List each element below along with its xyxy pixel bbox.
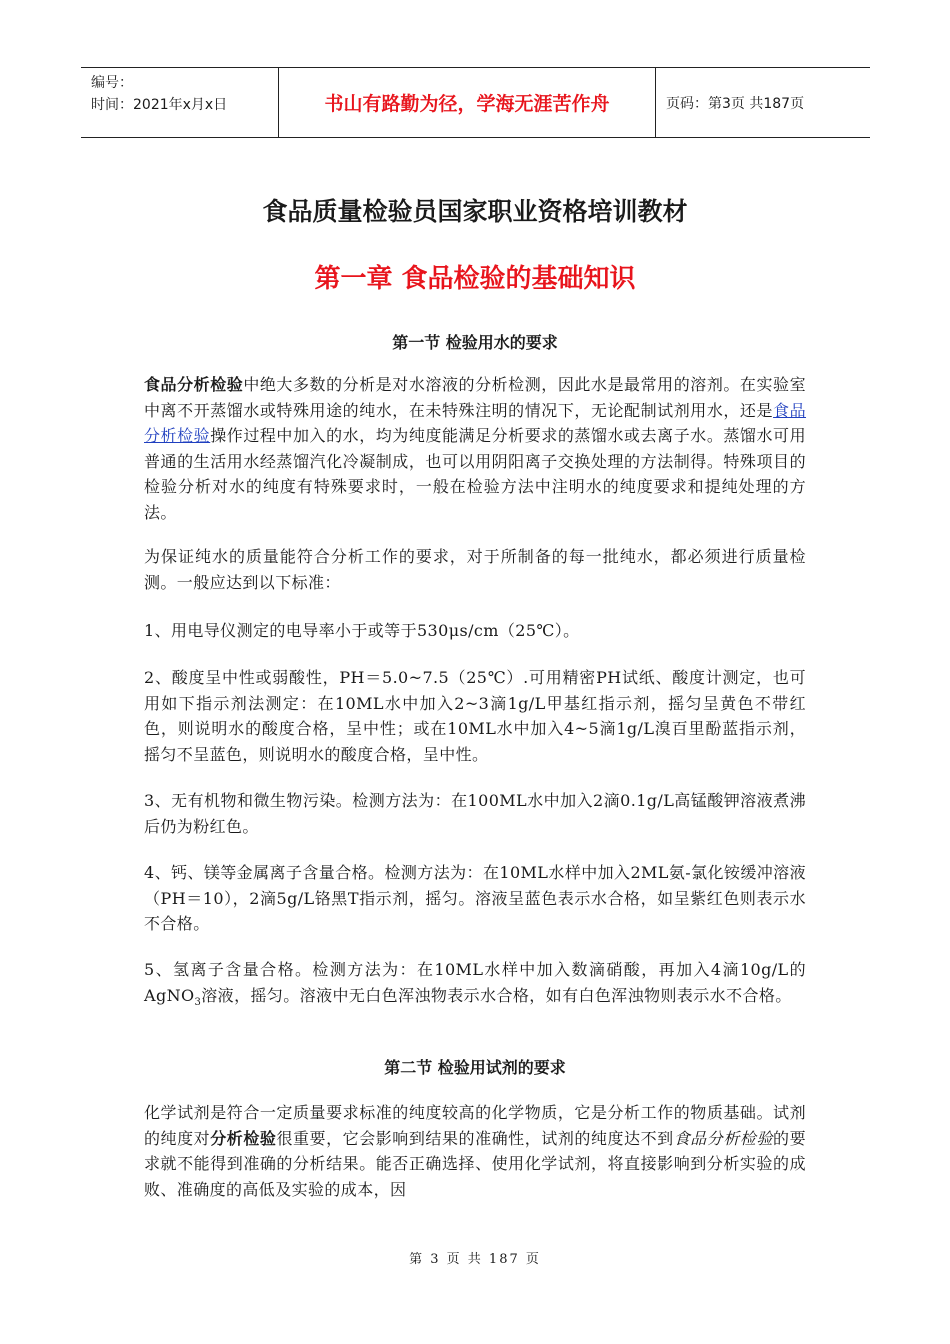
paragraph-3-bold: 分析检验 <box>210 1128 277 1148</box>
page-footer: 第 3 页 共 187 页 <box>409 1252 541 1267</box>
paragraph-1-lead: 食品分析检验 <box>144 375 244 394</box>
paragraph-2: 为保证纯水的质量能符合分析工作的要求，对于所制备的每一批纯水，都必须进行质量检测。一般应达到以下标准： <box>144 547 806 592</box>
paragraph-3-text-b: 很重要，它会影响到结果的准确性，试剂的纯度达不到 <box>276 1128 674 1148</box>
date-label: 时间：2021年x月x日 <box>91 97 228 113</box>
paragraph-1-text-b: 操作过程中加入的水，均为纯度能满足分析要求的蒸馏水或去离子水。蒸馏水可用普通的生活用水经蒸馏汽化冷凝制成，也可以用阴阳离子交换处理的方法制得。特殊项目的检验分析对水的纯度有特殊要求时，一般在检验方法中注明水的纯度要求和提纯处理的方法。 <box>144 426 806 522</box>
section-heading-1: 第一节 检验用水的要求 <box>392 333 558 352</box>
paragraph-3 <box>144 1100 806 1202</box>
paragraph-3-text-c: 的要求就不能得到准确的分析结果。能否正确选择、使用化学试剂，将直接影响到分析实验的成败、准确度的高低及实验的成本，因 <box>144 1128 806 1199</box>
item-5-text-a: 5、氢离子含量合格。检测方法为：在10ML水样中加入数滴硝酸，再加入4滴10g/L的AgNO <box>144 960 806 1005</box>
section-heading-2: 第二节 检验用试剂的要求 <box>384 1058 566 1077</box>
item-5-text-b: 溶液，摇匀。溶液中无白色浑浊物表示水合格，如有白色浑浊物则表示水不合格。 <box>201 985 792 1005</box>
standard-item-2: 2、酸度呈中性或弱酸性，PH＝5.0~7.5（25℃）.可用精密PH试纸、酸度计测定，也可用如下指示剂法测定：在10ML水中加入2~3滴1g/L甲基红指示剂，摇匀呈黄色不带红色，则说明水的酸度合格，呈中性；或在10ML水中加入4~5滴1g/L溴百里酚蓝指示剂，摇匀不呈蓝色，则说明水的酸度合格，呈中性。 <box>144 668 806 764</box>
paragraph-3-text-a: 化学试剂是符合一定质量要求标准的纯度较高的化学物质，它是分析工作的物质基础。试剂的纯度对 <box>144 1103 806 1148</box>
header-motto: 书山有路勤为径，学海无涯苦作舟 <box>279 68 656 137</box>
paragraph-1-text-a: 中绝大多数的分析是对水溶液的分析检测，因此水是最常用的溶剂。在实验室中离不开蒸馏水或特殊用途的纯水，在未特殊注明的情况下，无论配制试剂用水，还是 <box>144 375 806 420</box>
number-label: 编号： <box>91 75 133 91</box>
document-title: 食品质量检验员国家职业资格培训教材 <box>262 197 688 226</box>
standard-item-4: 4、钙、镁等金属离子含量合格。检测方法为：在10ML水样中加入2ML氨-氯化铵缓冲溶液（PH＝10），2滴5g/L铬黑T指示剂，摇匀。溶液呈蓝色表示水合格，如呈紫红色则表示水不合格。 <box>144 863 806 933</box>
header-left-cell <box>81 68 279 137</box>
standard-item-1: 1、用电导仪测定的电导率小于或等于530μs/cm（25℃）。 <box>144 621 580 640</box>
paragraph-3-italic: 食品分析检验 <box>673 1128 774 1148</box>
item-5-subscript: 3 <box>194 996 202 1008</box>
food-analysis-link[interactable]: 食品分析检验 <box>144 400 807 445</box>
chapter-heading: 第一章 食品检验的基础知识 <box>314 264 636 294</box>
standard-item-3: 3、无有机物和微生物污染。检测方法为：在100ML水中加入2滴0.1g/L高锰酸钾溶液煮沸后仍为粉红色。 <box>144 791 806 836</box>
paragraph-1 <box>144 372 806 525</box>
standard-item-5 <box>144 957 806 1015</box>
header-page-info: 页码：第3页 共187页 <box>666 95 805 112</box>
header-table <box>81 67 870 138</box>
